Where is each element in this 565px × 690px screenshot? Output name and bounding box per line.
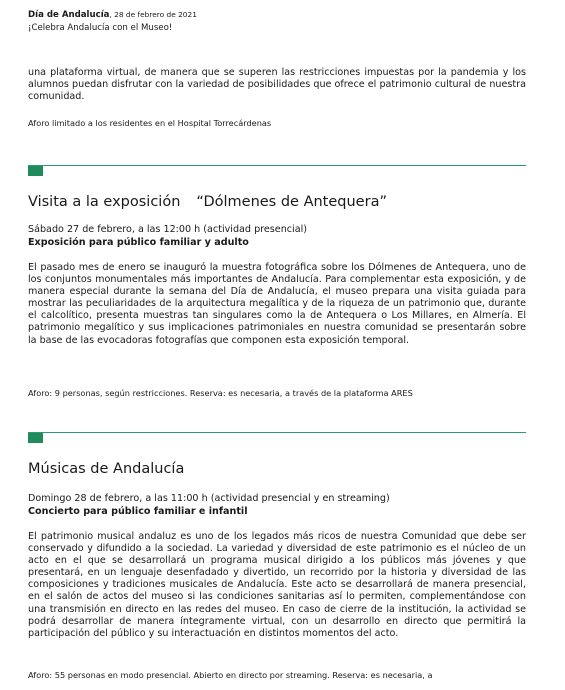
event-date: , 28 de febrero de 2021 bbox=[109, 10, 197, 19]
section-date-line: Sábado 27 de febrero, a las 12:00 h (actividad presencial) bbox=[28, 224, 308, 235]
section-title-main: Músicas de Andalucía bbox=[28, 461, 185, 477]
section-title-quote: “Dólmenes de Antequera” bbox=[196, 194, 387, 210]
section-title bbox=[28, 461, 184, 477]
intro-paragraph: una plataforma virtual, de manera que se superen las restricciones impuestas por la pandemia y los alumnos puedan disfrutar con la variedad de posibilidades que ofrece el patrimonio cultural de nuestra comunidad. bbox=[28, 67, 526, 103]
event-name: Día de Andalucía bbox=[28, 10, 110, 20]
section-title-main: Visita a la exposición bbox=[28, 194, 181, 210]
section-divider bbox=[28, 165, 526, 166]
section-capacity-note: Aforo: 9 personas, según restricciones. Reserva: es necesaria, a través de la plataforma ARES bbox=[28, 388, 413, 398]
section-body: El pasado mes de enero se inauguró la muestra fotográfica sobre los Dólmenes de Antequera, uno de los conjuntos monumentales más importantes de Andalucía. Para complementar esta exposición, y de manera especial durante la semana del Día de Andalucía, el museo prepara una visita guiada para mostrar las peculiaridades de la arquitectura megalítica y de la riqueza de un patrimonio que, durante el calcolítico, presenta muestras tan singulares como la de Antequera o Los Millares, en Almería. El patrimonio megalítico y sus implicaciones patrimoniales en nuestra comunidad se presentarán sobre la base de las evocadoras fotografías que componen esta exposición temporal. bbox=[28, 262, 526, 346]
section-audience: Concierto para público familiar e infantil bbox=[28, 506, 248, 517]
section-audience: Exposición para público familiar y adulto bbox=[28, 237, 249, 248]
section-title bbox=[28, 194, 387, 210]
document-header-subtitle: ¡Celebra Andalucía con el Museo! bbox=[28, 23, 173, 33]
section-divider bbox=[28, 432, 526, 433]
section-marker bbox=[28, 433, 43, 443]
document-header-title bbox=[28, 10, 197, 20]
section-date-line: Domingo 28 de febrero, a las 11:00 h (actividad presencial y en streaming) bbox=[28, 493, 390, 504]
section-marker bbox=[28, 166, 43, 176]
intro-capacity-note: Aforo limitado a los residentes en el Hospital Torrecárdenas bbox=[28, 118, 272, 128]
section-body: El patrimonio musical andaluz es uno de los legados más ricos de nuestra Comunidad que debe ser conservado y difundido a la sociedad. La variedad y diversidad de este patrimonio es el núcleo de un acto en el que se desarrollará un programa musical dirigido a los públicos más jóvenes y que presentará, en un lenguaje desenfadado y divertido, un recorrido por la historia y diversidad de las composiciones y tradiciones musicales de Andalucía. Este acto se desarrollará de manera presencial, en el salón de actos del museo si las condiciones sanitarias así lo permiten, complementándose con una transmisión en directo en las redes del museo. En caso de cierre de la institución, la actividad se podrá desarrollar de manera íntegramente virtual, con un desarrollo en directo que permitirá la participación del público y su interactuación en distintos momentos del acto. bbox=[28, 531, 526, 639]
section-capacity-note: Aforo: 55 personas en modo presencial. Abierto en directo por streaming. Reserva: es necesaria, a bbox=[28, 670, 433, 680]
